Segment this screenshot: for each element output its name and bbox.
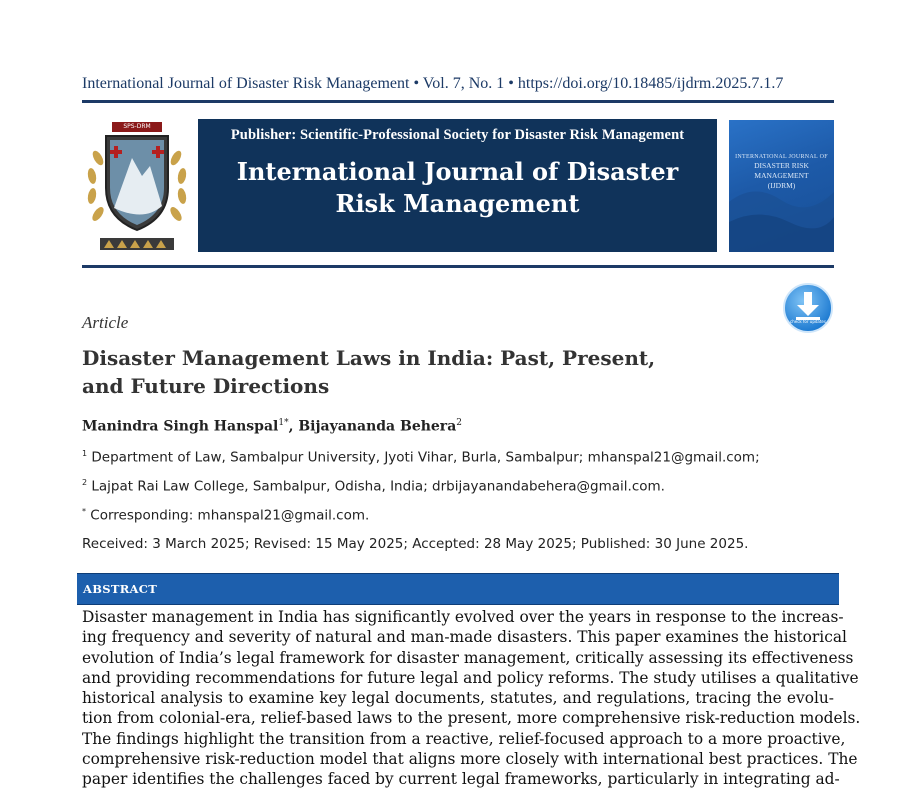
society-logo [84, 118, 190, 254]
abstract-line: tion from colonial-era, relief-based laws to the present, more comprehensive risk-reduction models. [82, 709, 861, 728]
journal-title [198, 156, 717, 220]
affiliation-1 [82, 449, 760, 466]
article-type: Article [82, 313, 129, 332]
abstract-line: Disaster management in India has significantly evolved over the years in response to the increas- [82, 608, 844, 626]
cover-line-4: (IJDRM) [767, 181, 796, 190]
author-1-superscript: 1* [278, 418, 289, 428]
corresponding-marker: * [82, 507, 86, 516]
journal-cover-image [729, 120, 834, 252]
abstract-line: ing frequency and severity of natural and man-made disasters. This paper examines the historical [82, 628, 847, 647]
abstract-line: historical analysis to examine key legal documents, statutes, and regulations, tracing the evolu- [82, 689, 834, 708]
article-title [82, 344, 702, 400]
journal-banner [198, 119, 717, 252]
header-rule-top [82, 100, 834, 103]
affiliation-2-marker: 2 [82, 478, 88, 487]
author-list [82, 418, 462, 435]
corresponding-text: Corresponding: mhanspal21@gmail.com. [86, 507, 370, 524]
check-for-updates-button[interactable] [782, 282, 834, 334]
journal-title-line-2: Risk Management [335, 189, 580, 218]
journal-citation-line: International Journal of Disaster Risk Management • Vol. 7, No. 1 • https://doi.org/10.18485/ijdrm.2025.7.1.7 [82, 75, 784, 92]
check-updates-label: check for updates [790, 319, 826, 324]
abstract-line: evolution of India’s legal framework for disaster management, critically assessing its effectiveness [82, 648, 854, 667]
publication-dates: Received: 3 March 2025; Revised: 15 May 2025; Accepted: 28 May 2025; Published: 30 June 2025. [82, 536, 749, 552]
download-icon [782, 282, 834, 334]
abstract-line: comprehensive risk-reduction model that aligns more closely with international best practices. The [82, 750, 858, 769]
author-separator: , [288, 418, 299, 435]
cover-line-1: INTERNATIONAL JOURNAL OF [735, 154, 828, 160]
abstract-heading: ABSTRACT [83, 582, 158, 596]
abstract-body [82, 607, 861, 790]
publisher-line: Publisher: Scientific-Professional Society for Disaster Risk Management [230, 127, 685, 143]
header-rule-bottom [82, 265, 834, 268]
affiliation-2-text: Lajpat Rai Law College, Sambalpur, Odisha, India; drbijayanandabehera@gmail.com. [87, 478, 665, 495]
author-2: Bijayananda Behera [298, 418, 457, 435]
logo-badge-text: SPS-DRM [123, 123, 151, 130]
author-1: Manindra Singh Hanspal [82, 418, 279, 435]
cover-line-3: MANAGEMENT [754, 171, 809, 180]
cover-line-2: DISASTER RISK [754, 161, 809, 170]
corresponding-author [82, 507, 369, 524]
affiliation-1-text: Department of Law, Sambalpur University, Jyoti Vihar, Burla, Sambalpur; mhanspal21@gmail.com; [87, 449, 760, 466]
abstract-line: and providing recommendations for future legal and policy reforms. The study utilises a qualitative [82, 668, 859, 687]
abstract-line: The findings highlight the transition from a reactive, relief-focused approach to a more proactive, [82, 729, 846, 748]
journal-title-line-1: International Journal of Disaster [236, 157, 679, 186]
abstract-line: paper identifies the challenges faced by current legal frameworks, particularly in integrating ad- [82, 770, 840, 789]
affiliation-2 [82, 478, 665, 495]
affiliation-1-marker: 1 [82, 449, 88, 458]
article-title-line-2: and Future Directions [82, 374, 330, 398]
abstract-heading-bar [77, 573, 839, 605]
author-2-superscript: 2 [456, 418, 462, 428]
article-title-line-1: Disaster Management Laws in India: Past, Present, [82, 346, 656, 370]
